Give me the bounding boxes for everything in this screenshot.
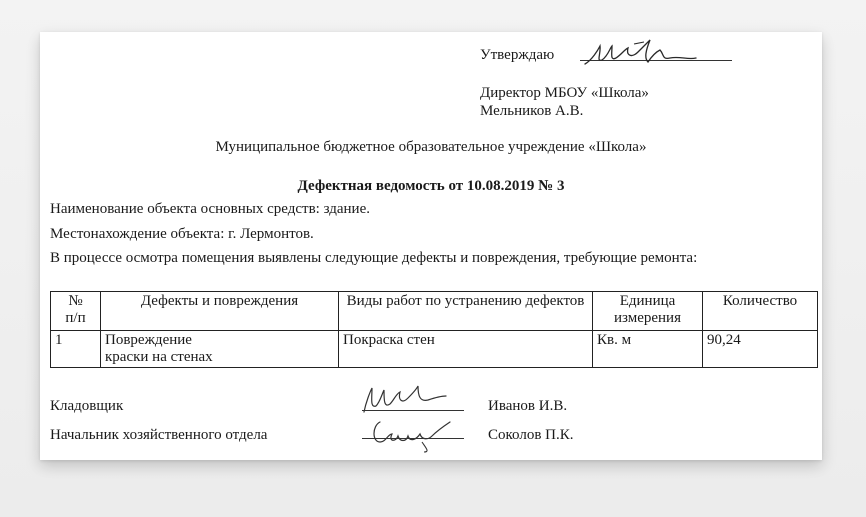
header-unit: Единица измерения <box>593 292 703 331</box>
cell-defect <box>101 331 339 368</box>
household-head-role: Начальник хозяйственного отдела <box>50 427 268 443</box>
document-sheet <box>40 32 822 460</box>
object-line: Наименование объекта основных средств: здание. <box>50 201 370 217</box>
storekeeper-name: Иванов И.В. <box>488 398 568 414</box>
header-num-line1: № <box>68 293 83 309</box>
table-row <box>51 331 818 368</box>
director-name: Мельников А.В. <box>480 103 584 119</box>
cell-defect-line1: Повреждение <box>105 332 192 348</box>
intro-line: В процессе осмотра помещения выявлены следующие дефекты и повреждения, требующие ремонта: <box>50 250 698 266</box>
organization-name: Муниципальное бюджетное образовательное учреждение «Школа» <box>215 139 647 155</box>
household-head-name: Соколов П.К. <box>488 427 574 443</box>
approval-label: Утверждаю <box>480 47 555 63</box>
table-header-row <box>51 292 818 331</box>
cell-unit: Кв. м <box>593 331 703 368</box>
director-position: Директор МБОУ «Школа» <box>480 85 649 101</box>
cell-num: 1 <box>51 331 101 368</box>
header-works: Виды работ по устранению дефектов <box>339 292 593 331</box>
header-num-line2: п/п <box>65 310 86 326</box>
director-signature-icon <box>580 34 730 74</box>
header-num <box>51 292 101 331</box>
cell-qty: 90,24 <box>703 331 818 368</box>
header-qty: Количество <box>703 292 818 331</box>
defects-table <box>50 291 818 368</box>
storekeeper-role: Кладовщик <box>50 398 124 414</box>
household-head-signature-icon <box>366 412 456 454</box>
header-defects: Дефекты и повреждения <box>101 292 339 331</box>
cell-work: Покраска стен <box>339 331 593 368</box>
document-title: Дефектная ведомость от 10.08.2019 № 3 <box>297 178 565 194</box>
location-line: Местонахождение объекта: г. Лермонтов. <box>50 226 314 242</box>
cell-defect-line2: краски на стенах <box>105 349 213 365</box>
